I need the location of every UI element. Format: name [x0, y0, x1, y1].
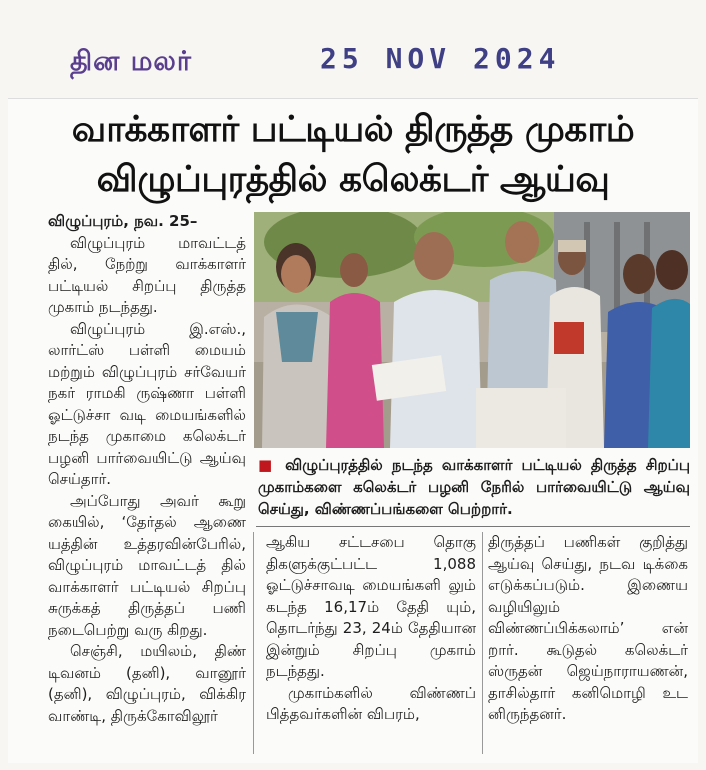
- paragraph: ஆகிய சட்டசபை தொகு திகளுக்குட்பட்ட 1,088 ஓட்டுச்சாவடி மையங்களி லும் கடந்த 16,17ம் தேதி யும், தொடர்ந்து 23, 24ம் தேதியான இன்றும் சிறப்பு முகாம் நடந்தது.: [266, 533, 476, 680]
- paragraph: திருத்தப் பணிகள் குறித்து ஆய்வு செய்து, நடவ டிக்கை எடுக்கப்படும். இணைய வழியிலும் விண்ணப்பிக்கலாம்’ என் றார். கூடுதல் கலெக்டர் ஸ்ருதன் ஜெய்நாராயணன், தாசில்தார் கனிமொழி உட னிருந்தனர்.: [488, 533, 688, 723]
- paragraph: விழுப்புரம் மாவட்டத் தில், நேற்று வாக்காளர் பட்டியல் சிறப்பு திருத்த முகாம் நடந்தது.: [48, 233, 246, 316]
- paragraph: முகாம்களில் விண்ணப் பித்தவர்களின் விபரம்,: [266, 683, 476, 723]
- news-photo: [254, 212, 690, 448]
- photo-illustration: [254, 212, 690, 448]
- photo-caption: [258, 454, 690, 520]
- headline-line-1: வாக்காளர் பட்டியல் திருத்த முகாம்: [71, 109, 635, 150]
- paragraph: செஞ்சி, மயிலம், திண் டிவனம் (தனி), வானூர் (தனி), விழுப்புரம், விக்கிர வாண்டி, திருக்கோவிலூர்: [48, 642, 246, 725]
- column-rule: [253, 532, 254, 754]
- paragraph: விழுப்புரம் இ.எஸ்., லார்ட்ஸ் பள்ளி மையம் மற்றும் விழுப்புரம் சர்வேயர் நகர் ராமகி ருஷ்ணா பள்ளி ஓட்டுச்சா வடி மையங்களில் நடந்த முகாமை கலெக்டர் பழனி பார்வையிட்டு ஆய்வு செய்தார்.: [48, 319, 246, 488]
- caption-bullet-icon: ■: [258, 456, 277, 474]
- column-rule: [482, 532, 483, 754]
- article-column-1: [48, 211, 246, 727]
- date-stamp: 25 NOV 2024: [320, 42, 561, 75]
- news-clipping: [8, 98, 698, 763]
- dateline: விழுப்புரம், நவ. 25–: [48, 212, 198, 230]
- paragraph: அப்போது அவர் கூறு கையில், ‘தேர்தல் ஆணை யத்தின் உத்தரவின்பேரில், விழுப்புரம் மாவட்டத் தில் வாக்காளர் பட்டியல் சிறப்பு சுருக்கத் திருத்தப் பணி நடைபெற்று வரு கிறது.: [48, 491, 246, 639]
- caption-divider: [256, 526, 690, 527]
- clipping-stamp: [70, 42, 630, 88]
- newspaper-name: தின மலர்: [70, 46, 192, 77]
- article-column-2: [266, 532, 476, 726]
- caption-text: விழுப்புரத்தில் நடந்த வாக்காளர் பட்டியல் திருத்த சிறப்பு முகாம்களை கலெக்டர் பழனி நேரில் பார்வையிட்டு ஆய்வு செய்து, விண்ணப்பங்களை பெற்றார்.: [258, 456, 690, 518]
- article-column-3: [488, 532, 688, 726]
- headline-line-2: விழுப்புரத்தில் கலெக்டர் ஆய்வு: [96, 159, 610, 200]
